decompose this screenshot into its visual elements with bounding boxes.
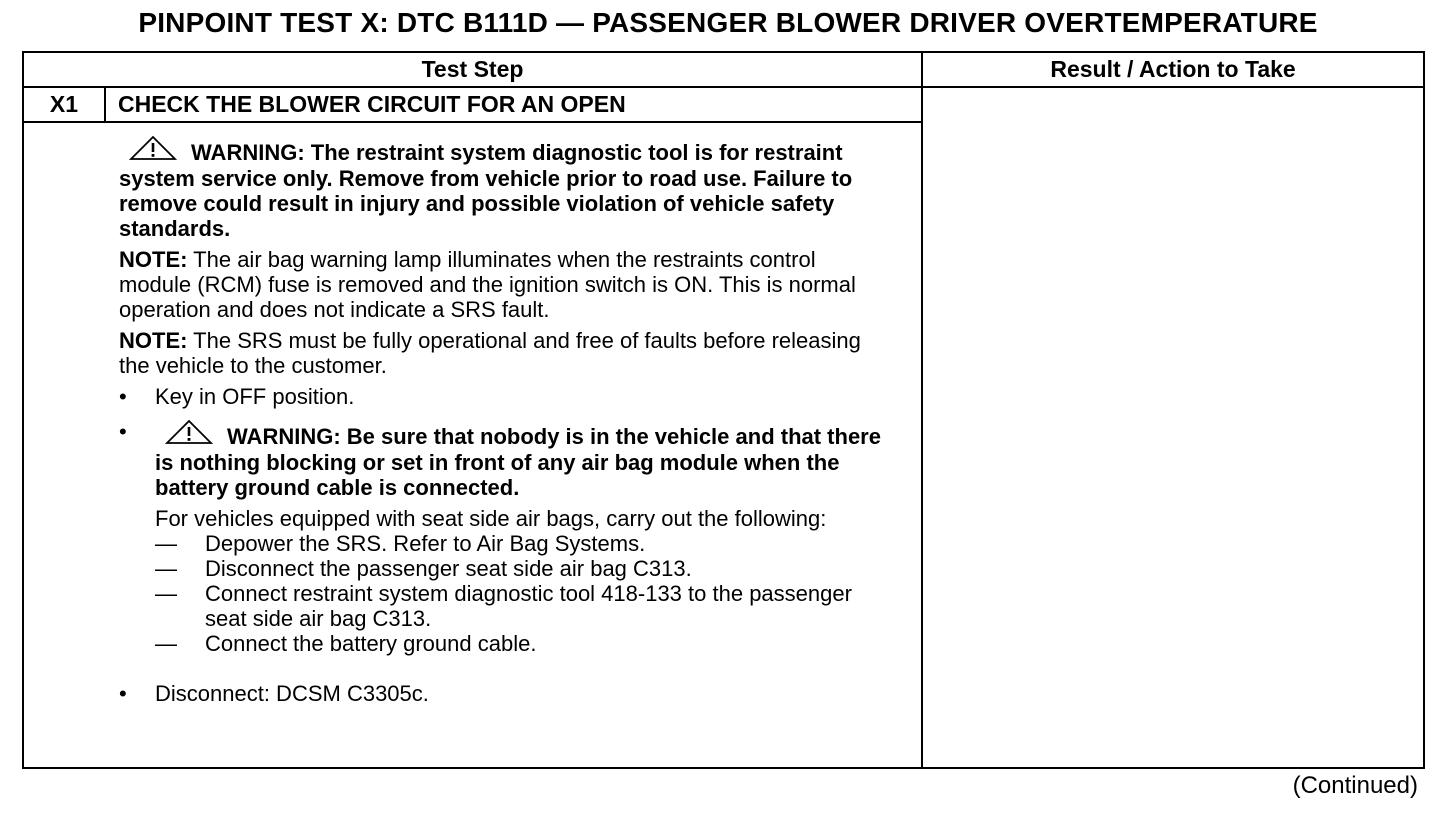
seat-intro: For vehicles equipped with seat side air bags, carry out the following: [155,506,827,531]
note-1 [119,247,881,322]
continued-label: (Continued) [1292,772,1418,799]
dash-item [155,631,881,656]
bullet-item-1 [119,384,881,409]
bullet-marker: • [119,419,127,444]
step-body [23,122,922,768]
bullet-text-1: Key in OFF position. [155,384,355,409]
warning-triangle-icon [165,419,213,450]
bullet-item-3 [119,681,881,706]
header-row [23,52,1424,87]
dash-marker: — [155,556,177,581]
note-1-label: NOTE: [119,247,188,272]
warning-text-1: WARNING: The restraint system diagnostic tool is for restraint system service only. Remove from vehicle prior to road use. Failure to remove could result in injury and possible violation of vehicle safety standards. [119,140,853,241]
bullet-text-3: Disconnect: DCSM C3305c. [155,681,429,706]
step-title-row [23,87,1424,122]
warning-text-2: WARNING: Be sure that nobody is in the vehicle and that there is nothing blocking or set in front of any air bag module when the battery ground cable is connected. [155,424,881,500]
dash-text: Disconnect the passenger seat side air bag C313. [205,556,692,581]
note-2-text: The SRS must be fully operational and free of faults before releasing the vehicle to the customer. [119,328,861,378]
bullet-item-2 [119,419,881,656]
note-2 [119,328,881,378]
dash-text: Connect the battery ground cable. [205,631,537,656]
step-title: CHECK THE BLOWER CIRCUIT FOR AN OPEN [105,87,922,122]
dash-marker: — [155,581,177,606]
page-title: PINPOINT TEST X: DTC B111D — PASSENGER BLOWER DRIVER OVERTEMPERATURE [138,7,1318,38]
note-1-text: The air bag warning lamp illuminates when the restraints control module (RCM) fuse is removed and the ignition switch is ON. This is normal operation and does not indicate a SRS fault. [119,247,856,322]
result-header: Result / Action to Take [922,52,1424,87]
bullet-marker: • [119,681,127,706]
test-step-header: Test Step [23,52,922,87]
warning-triangle-icon [129,135,177,166]
dash-item [155,531,881,556]
warning-block-1 [119,135,881,241]
warning-block-2 [155,419,881,500]
dash-item [155,556,881,581]
pinpoint-test-table [22,51,1425,769]
dash-marker: — [155,531,177,556]
note-2-label: NOTE: [119,328,188,353]
result-cell [922,87,1424,768]
step-id: X1 [23,87,105,122]
dash-text: Connect restraint system diagnostic tool 418-133 to the passenger seat side air bag C313. [205,581,852,631]
dash-text: Depower the SRS. Refer to Air Bag Systems. [205,531,646,556]
bullet-marker: • [119,384,127,409]
dash-item [155,581,881,631]
dash-marker: — [155,631,177,656]
